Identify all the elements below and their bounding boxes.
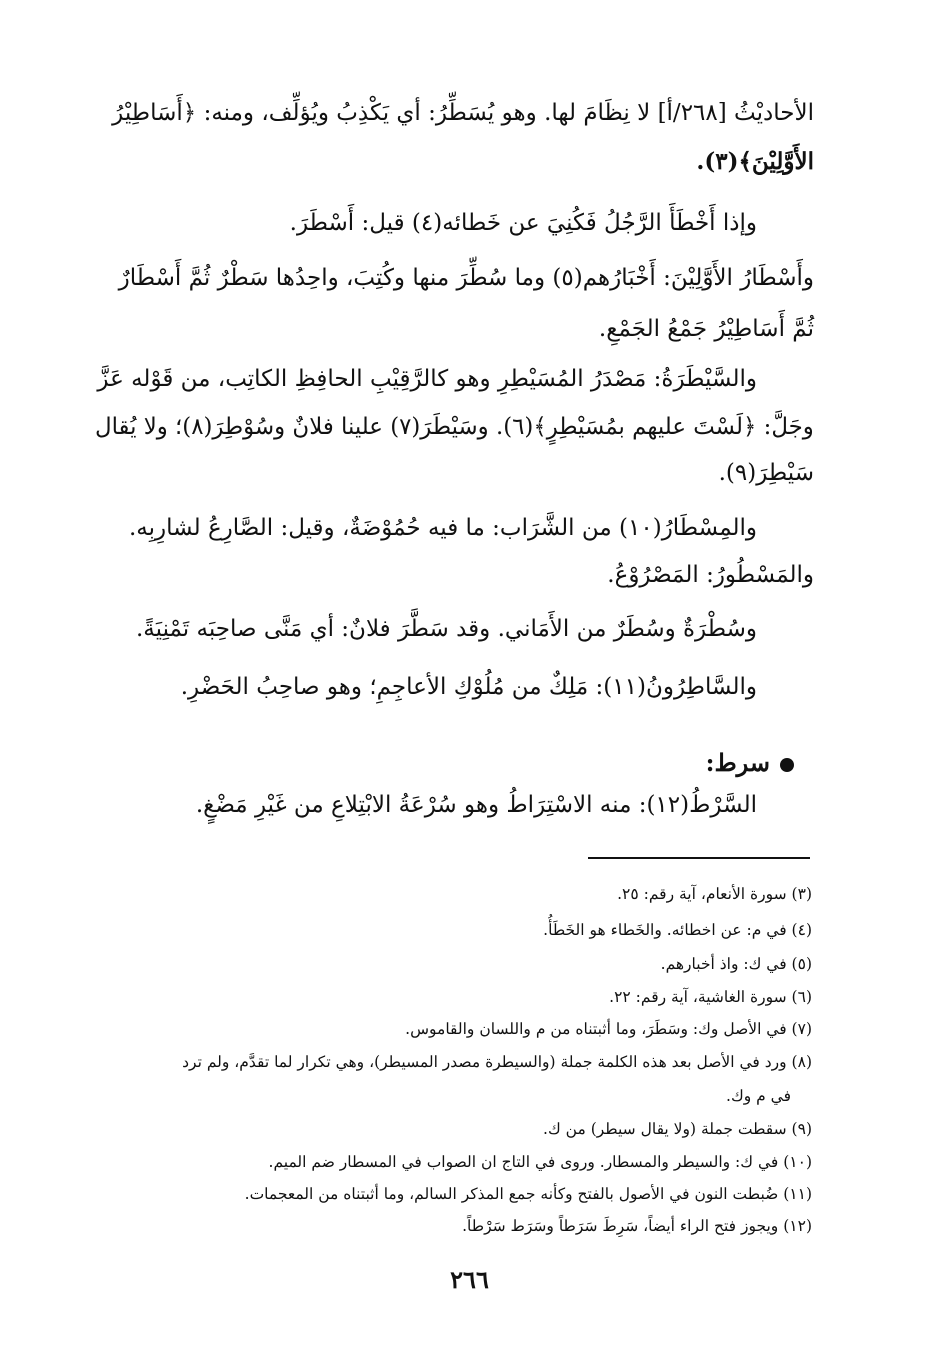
footnote-4: (٤) في م: عن اخطائه. والخَطاء هو الخَطَأُ. bbox=[543, 921, 812, 939]
footnote-5: (٥) في ك: واذ أخبارهم. bbox=[660, 955, 812, 973]
section-heading-text: سرط: bbox=[705, 748, 770, 777]
footnote-8-continued: في م وك. bbox=[726, 1087, 791, 1105]
footnote-9: (٩) سقطت جملة (ولا يقال سيطر) من ك. bbox=[543, 1120, 812, 1138]
footnote-7: (٧) في الأصل وك: وسَطَرَ، وما أثبتناه من م واللسان والقاموس. bbox=[405, 1020, 812, 1038]
paragraph-4-line-3: سَيْطِرَ(٩). bbox=[718, 460, 814, 486]
section-line-1: السَّرْطُ(١٢): منه الاسْتِرَاطُ وهو سُرْعَةُ الابْتِلاعِ من غَيْرِ مَضْغٍ. bbox=[195, 792, 757, 818]
paragraph-6-line-1: وسُطْرَةٌ وسُطَرٌ من الأَمَاني. وقد سَطَّرَ فلانٌ: أي مَنَّى صاحِبَه تَمْنِيَةً. bbox=[135, 616, 757, 642]
paragraph-4-line-2: وجَلَّ: ﴿لَسْتَ عليهم بمُسَيْطِرٍ﴾(٦). وسَيْطَرَ(٧) علينا فلانٌ وسُوْطِرَ(٨)؛ ولا يُقال bbox=[95, 414, 814, 440]
footnote-6: (٦) سورة الغاشية، آية رقم: ٢٢. bbox=[609, 988, 812, 1006]
section-heading bbox=[706, 748, 794, 777]
paragraph-7-line-1: والسَّاطِرُونُ(١١): مَلِكٌ من مُلُوْكِ الأعاجِمِ؛ وهو صاحِبُ الحَضْرِ. bbox=[180, 674, 757, 700]
paragraph-4-line-1: والسَّيْطَرَةُ: مَصْدَرُ المُسَيْطِرِ وهو كالرَّقِيْبِ الحافِظِ الكاتِب، من قَوْله عَزَّ bbox=[97, 366, 757, 392]
footnote-separator bbox=[588, 857, 810, 859]
bullet-icon bbox=[780, 758, 794, 772]
footnote-10: (١٠) في ك: والسيطر والمسطار. وروى في التاج ان الصواب في المسطار ضم الميم. bbox=[268, 1153, 812, 1171]
paragraph-2-line-1: وإذا أَخْطَأَ الرَّجُلُ فَكُنِيَ عن خَطائه(٤) قيل: أَسْطَرَ. bbox=[289, 210, 757, 236]
paragraph-1-line-1: الأحاديْثُ [٢٦٨/أ] لا نِظَامَ لها. وهو يُسَطِّرُ: أي يَكْذِبُ ويُؤلِّف، ومنه: ﴿أَسَاطِيْرُ bbox=[112, 100, 814, 126]
paragraph-5-line-2: والمَسْطُورُ: المَصْرُوْعُ. bbox=[607, 562, 814, 588]
footnote-11: (١١) ضُبطت النون في الأصول بالفتح وكأنه جمع المذكر السالم، وما أثبتناه من المعجمات. bbox=[244, 1185, 812, 1203]
paragraph-5-line-1: والمِسْطَارُ(١٠) من الشَّرَاب: ما فيه حُمُوْضَةٌ، وقيل: الصَّارِعُ لشارِبِه. bbox=[128, 515, 757, 541]
paragraph-3-line-2: ثُمَّ أَسَاطِيْرُ جَمْعُ الجَمْعِ. bbox=[598, 316, 814, 342]
footnote-12: (١٢) ويجوز فتح الراء أيضاً، سَرِطَ سَرَطاً وسَرَط سَرْطاً. bbox=[462, 1217, 812, 1235]
paragraph-3-line-1: وأَسْطَارُ الأَوَّلِيْنَ: أَخْبَارُهم(٥) وما سُطِّرَ منها وكُتِبَ، واحِدُها سَطْرٌ ثُمَّ أَسْطَارٌ bbox=[118, 265, 814, 291]
footnote-8: (٨) ورد في الأصل بعد هذه الكلمة جملة (والسيطرة مصدر المسيطر)، وهي تكرار لما تقدَّم، ولم ترد bbox=[182, 1053, 812, 1071]
footnote-3: (٣) سورة الأنعام، آية رقم: ٢٥. bbox=[617, 885, 812, 903]
paragraph-1-line-2: الأَوَّلِيْنَ﴾(٣). bbox=[696, 148, 814, 175]
page-number: ٢٦٦ bbox=[450, 1265, 489, 1294]
